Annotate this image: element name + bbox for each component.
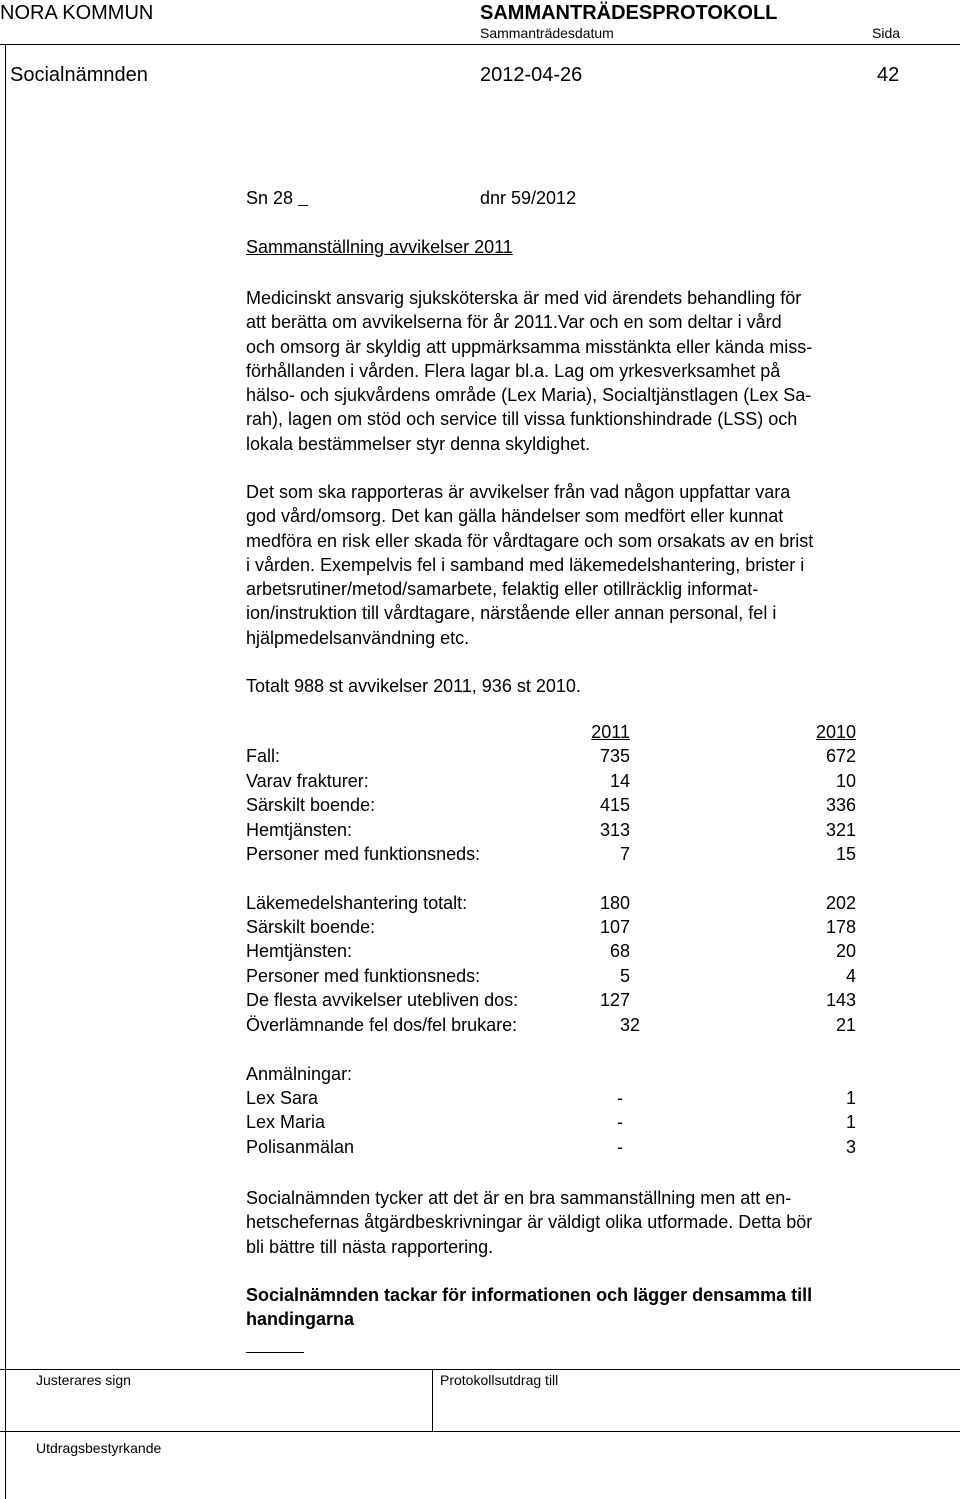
case-title: Sammanställning avvikelser 2011	[246, 237, 513, 257]
table-row: Lex Maria - 1	[246, 1112, 856, 1132]
table-row: De flesta avvikelser utebliven dos: 127 143	[246, 990, 856, 1010]
footer-top-line	[0, 1369, 960, 1370]
meeting-date: 2012-04-26	[480, 64, 583, 86]
total-summary: Totalt 988 st avvikelser 2011, 936 st 2010.	[246, 676, 581, 696]
column-header-2010: 2010	[815, 722, 856, 742]
paragraph-assessment: Socialnämnden tycker att det är en bra sammanställning men att en- hetschefernas åtgärdbeskrivningar är väldigt olika utformade. Detta bör bli bättre till nästa rapportering.	[246, 1188, 813, 1257]
justerares-sign-label: Justerares sign	[36, 1372, 131, 1388]
date-label: Sammanträdesdatum	[480, 25, 614, 41]
table-row: Särskilt boende: 107 178	[246, 917, 856, 937]
paragraph-background: Medicinskt ansvarig sjuksköterska är med vid ärendets behandling för att berätta om avvikelserna för år 2011.Var och en som deltar i vård och omsorg är skyldig att uppmärksamma misstänkta eller kända miss- förhållanden i vården. Flera lagar bl.a. Lag om yrkesverksamhet på hälso- och sjukvårdens område (Lex Maria), Socialtjänstlagen (Lex Sa- rah), lagen om stöd och service till vissa funktionshindrade (LSS) och lokala bestämmelser styr denna skyldighet.	[246, 288, 813, 454]
table-row: Varav frakturer: 14 10	[246, 771, 856, 791]
page-number: 42	[877, 64, 900, 86]
table-row: Hemtjänsten: 313 321	[246, 820, 856, 840]
table-row: Lex Sara - 1	[246, 1088, 856, 1108]
table-row: Hemtjänsten: 68 20	[246, 941, 856, 961]
page-label: Sida	[872, 25, 901, 41]
protokollsutdrag-label: Protokollsutdrag till	[440, 1372, 559, 1388]
reports-heading: Anmälningar:	[246, 1064, 353, 1084]
column-header-2011: 2011	[591, 722, 630, 742]
utdragsbestyrkande-label: Utdragsbestyrkande	[36, 1440, 162, 1456]
table-row: Personer med funktionsneds: 7 15	[246, 844, 856, 864]
left-margin-line	[5, 44, 6, 1499]
document-type: SAMMANTRÄDESPROTOKOLL	[480, 2, 778, 24]
footer-divider	[432, 1369, 433, 1431]
case-dnr: dnr 59/2012	[480, 188, 577, 208]
table-row: Polisanmälan - 3	[246, 1137, 856, 1157]
paragraph-reporting: Det som ska rapporteras är avvikelser från vad någon uppfattar vara god vård/omsorg. Det kan gälla händelser som medfört eller kunnat medföra en risk eller skada för vårdtagare och som orsakats av en brist i vården. Exempelvis fel i samband med läkemedelshantering, brister i arbetsrutiner/metod/samarbete, felaktig eller otillräcklig informat- ion/instruktion till vårdtagare, närstående eller annan personal, fel i hjälpmedelsanvändning etc.	[246, 482, 814, 648]
header-divider	[0, 44, 960, 45]
table-row: Fall: 735 672	[246, 746, 856, 766]
table-row: Särskilt boende: 415 336	[246, 795, 856, 815]
table-header	[246, 722, 866, 746]
table-row: Läkemedelshantering totalt: 180 202	[246, 893, 856, 913]
table-row: Personer med funktionsneds: 5 4	[246, 966, 856, 986]
case-number: Sn 28	[246, 188, 294, 208]
footer-mid-line	[0, 1431, 960, 1432]
organization-name: NORA KOMMUN	[0, 2, 154, 24]
decision-text: Socialnämnden tackar för informationen och lägger densamma till handingarna	[246, 1285, 813, 1330]
table-row: Överlämnande fel dos/fel brukare: 32 21	[246, 1015, 856, 1035]
short-rule	[246, 1352, 304, 1353]
committee-name: Socialnämnden	[10, 64, 148, 86]
